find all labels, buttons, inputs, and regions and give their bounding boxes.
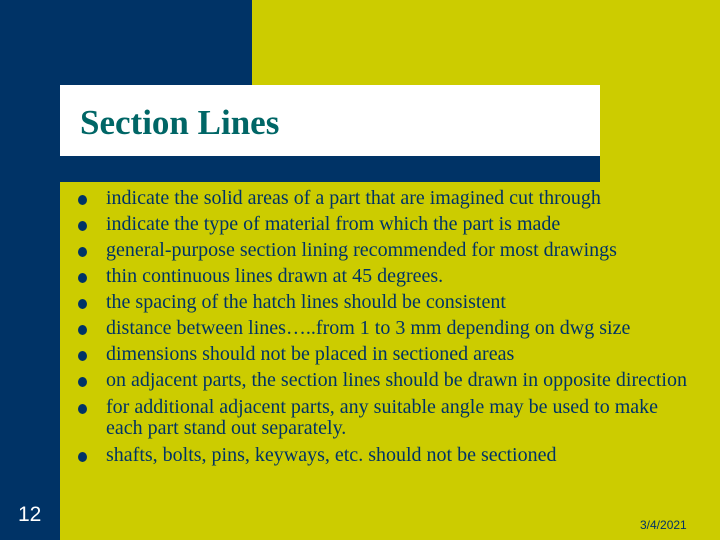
- bullet-text: for additional adjacent parts, any suitable angle may be used to make each part stand out separately.: [106, 396, 659, 439]
- slide-number: 12: [18, 503, 42, 526]
- bullet-dot-icon: [78, 452, 87, 462]
- bullet-item: [76, 266, 696, 287]
- slide-title: Section Lines: [80, 103, 280, 142]
- bullet-item: [76, 370, 696, 391]
- bullet-text: on adjacent parts, the section lines should be drawn in opposite direction: [106, 369, 687, 391]
- slide-date: 3/4/2021: [640, 518, 687, 532]
- bullet-dot-icon: [78, 325, 87, 335]
- bullet-item: [76, 188, 696, 209]
- bullet-item: [76, 240, 696, 261]
- bullet-text: thin continuous lines drawn at 45 degrees.: [106, 265, 444, 287]
- bullet-dot-icon: [78, 273, 87, 283]
- bullet-dot-icon: [78, 404, 87, 414]
- bullet-text: shafts, bolts, pins, keyways, etc. should not be sectioned: [106, 444, 557, 466]
- bullet-dot-icon: [78, 377, 87, 387]
- bullet-text: the spacing of the hatch lines should be consistent: [106, 291, 506, 313]
- bullet-list: [76, 188, 696, 471]
- title-box: [60, 85, 600, 156]
- bullet-dot-icon: [78, 247, 87, 257]
- bullet-text: general-purpose section lining recommended for most drawings: [106, 239, 617, 261]
- bullet-item: [76, 445, 696, 466]
- bullet-text: indicate the solid areas of a part that are imagined cut through: [106, 187, 601, 209]
- bullet-dot-icon: [78, 221, 87, 231]
- bullet-dot-icon: [78, 351, 87, 361]
- bullet-item: [76, 292, 696, 313]
- bullet-text: dimensions should not be placed in sectioned areas: [106, 343, 515, 365]
- title-underline-strip: [60, 155, 600, 182]
- bullet-text: indicate the type of material from which the part is made: [106, 213, 561, 235]
- bullet-text: distance between lines…..from 1 to 3 mm depending on dwg size: [106, 317, 631, 339]
- top-navy-band: [0, 0, 252, 86]
- bullet-dot-icon: [78, 195, 87, 205]
- bullet-item: [76, 318, 696, 339]
- bullet-item: [76, 344, 696, 365]
- bullet-dot-icon: [78, 299, 87, 309]
- bullet-item: [76, 214, 696, 235]
- bullet-item: [76, 397, 696, 439]
